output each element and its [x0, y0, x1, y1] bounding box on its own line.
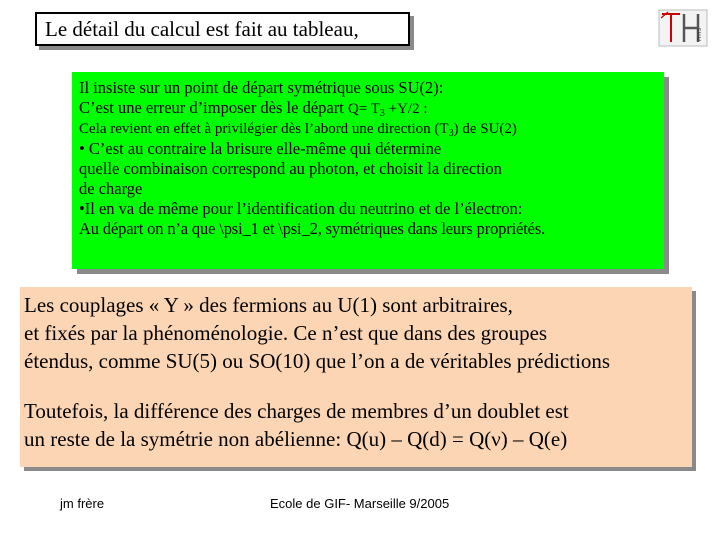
orange-line-2: et fixés par la phénoménologie. Ce n’est que dans des groupes: [24, 321, 548, 345]
orange-line-4: Toutefois, la différence des charges de membres d’un doublet est: [24, 399, 569, 423]
svg-text:PHYS: PHYS: [697, 27, 703, 41]
footer-event: Ecole de GIF- Marseille 9/2005: [270, 496, 450, 511]
green-text-box: [72, 72, 664, 269]
slide-title: Le détail du calcul est fait au tableau,: [35, 12, 410, 46]
green-line-2: C’est une erreur d’imposer dès le départ $Q= T_3 +Y/2$ :: [79, 98, 428, 119]
charge-formula: $Q= T_3 +Y/2$ :: [347, 101, 428, 119]
green-line-1: Il insiste sur un point de départ symétrique sous SU(2):: [79, 78, 444, 97]
footer-author: jm frère: [60, 496, 105, 511]
institution-logo: [658, 8, 708, 48]
green-line-5: quelle combinaison correspond au photon, et choisit la direction: [79, 159, 502, 178]
orange-line-1: Les couplages « Y » des fermions au U(1) sont arbitraires,: [24, 293, 513, 317]
green-line-6: de charge: [79, 179, 143, 198]
green-line-4: • C’est au contraire la brisure elle-même qui détermine: [79, 139, 442, 158]
green-line-3: Cela revient en effet à privilégier dès l’abord une direction $(T_3)$ de SU(2): [79, 121, 517, 139]
paragraph-gap: [24, 375, 692, 397]
orange-text-box: [20, 287, 692, 467]
orange-line-3: étendus, comme SU(5) ou SO(10) que l’on a de véritables prédictions: [24, 349, 611, 373]
green-line-7: •Il en va de même pour l’identification du neutrino et de l’électron:: [79, 199, 523, 218]
green-line-8: Au départ on n’a que \psi_1 et \psi_2, symétriques dans leurs propriétés.: [79, 219, 546, 238]
orange-line-5: un reste de la symétrie non abélienne: Q(u) – Q(d) = Q(ν) – Q(e): [24, 427, 568, 451]
